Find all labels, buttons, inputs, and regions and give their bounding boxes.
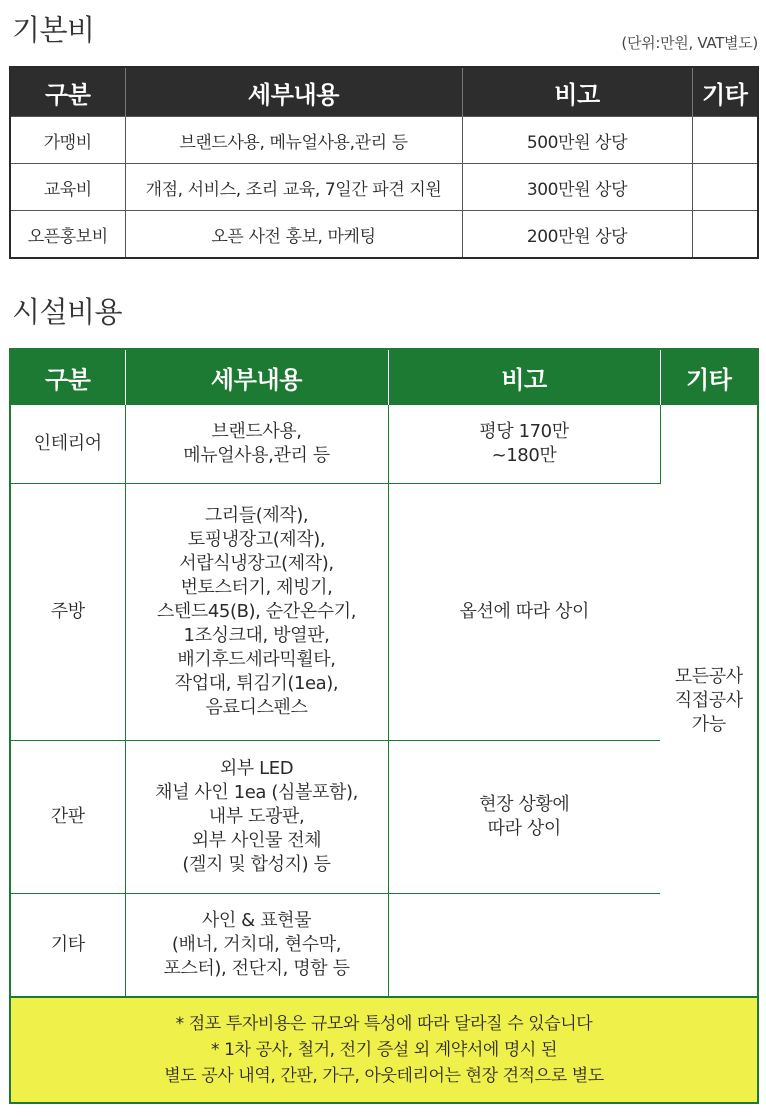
row-category: 가맹비 (10, 117, 125, 164)
facility-header-detail: 세부내용 (125, 349, 388, 405)
row-note: 평당 170만 ~180만 (388, 405, 660, 484)
row-etc (692, 211, 758, 259)
row-detail: 그리들(제작), 토핑냉장고(제작), 서랍식냉장고(제작), 번토스터기, 제빙기, 스텐드45(B), 순간온수기, 1조싱크대, 방열판, 배기후드세라믹휠타, 작업대, 튀김기(1ea), 음료디스펜스 (125, 484, 388, 741)
row-category: 기타 (10, 894, 125, 998)
facility-header-note: 비고 (388, 349, 660, 405)
basic-header-note: 비고 (462, 67, 692, 117)
row-detail: 오픈 사전 홍보, 마케팅 (125, 211, 462, 259)
row-category: 교육비 (10, 164, 125, 211)
row-category: 간판 (10, 741, 125, 894)
basic-cost-title: 기본비 (12, 13, 95, 47)
row-detail: 브랜드사용, 메뉴얼사용,관리 등 (125, 405, 388, 484)
basic-header-category: 구분 (10, 67, 125, 117)
table-row (10, 405, 758, 484)
table-row (10, 211, 758, 259)
row-detail: 외부 LED 채널 사인 1ea (심볼포함), 내부 도광판, 외부 사인물 전체 (겔지 및 합성지) 등 (125, 741, 388, 894)
row-category: 오픈홍보비 (10, 211, 125, 259)
basic-header-etc: 기타 (692, 67, 758, 117)
basic-table-header-row (10, 67, 758, 117)
row-detail: 개점, 서비스, 조리 교육, 7일간 파견 지원 (125, 164, 462, 211)
basic-cost-table (9, 66, 759, 259)
notes-row (10, 997, 758, 1103)
etc-merged-cell: 모든공사 직접공사 가능 (660, 405, 758, 998)
facility-cost-title: 시설비용 (12, 295, 123, 329)
table-row (10, 894, 758, 998)
row-note: 옵션에 따라 상이 (388, 484, 660, 741)
table-row (10, 741, 758, 894)
facility-header-category: 구분 (10, 349, 125, 405)
basic-header-detail: 세부내용 (125, 67, 462, 117)
facility-cost-table (9, 348, 759, 1104)
facility-table-header-row (10, 349, 758, 405)
row-note (388, 894, 660, 998)
notes-cell: * 점포 투자비용은 규모와 특성에 따라 달라질 수 있습니다 * 1차 공사, 철거, 전기 증설 외 계약서에 명시 된 별도 공사 내역, 간판, 가구, 아웃테리어는 현장 견적으로 별도 (10, 997, 758, 1103)
table-row (10, 164, 758, 211)
facility-header-etc: 기타 (660, 349, 758, 405)
row-etc (692, 117, 758, 164)
row-detail: 브랜드사용, 메뉴얼사용,관리 등 (125, 117, 462, 164)
row-category: 주방 (10, 484, 125, 741)
table-row (10, 117, 758, 164)
row-note: 500만원 상당 (462, 117, 692, 164)
unit-note: (단위:만원, VAT별도) (621, 34, 758, 52)
row-note: 현장 상황에 따라 상이 (388, 741, 660, 894)
row-note: 200만원 상당 (462, 211, 692, 259)
row-category: 인테리어 (10, 405, 125, 484)
table-row (10, 484, 758, 741)
row-etc (692, 164, 758, 211)
row-note: 300만원 상당 (462, 164, 692, 211)
row-detail: 사인 & 표현물 (배너, 거치대, 현수막, 포스터), 전단지, 명함 등 (125, 894, 388, 998)
